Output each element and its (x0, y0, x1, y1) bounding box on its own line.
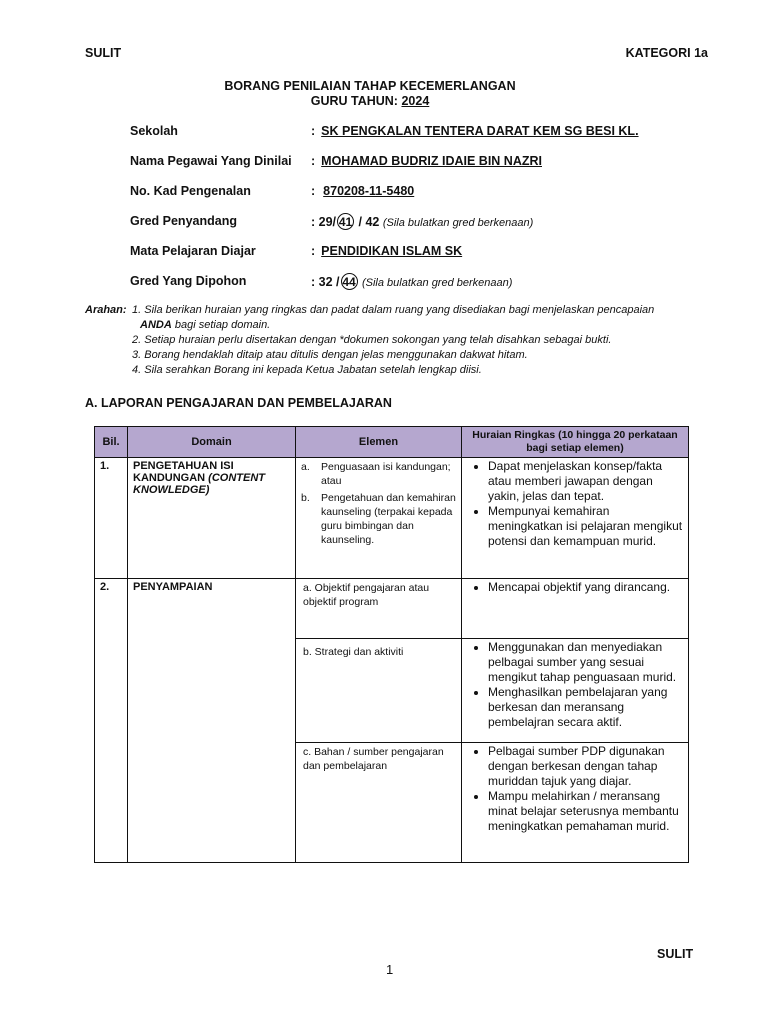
assessment-table (94, 426, 689, 863)
description-cell (462, 458, 689, 579)
instructions-label: Arahan: (85, 304, 127, 316)
list-item: • Mempunyai kemahiran meningkatkan isi pelajaran mengikut potensi dan kemampuan murid. (488, 504, 686, 549)
element-cell: b. Strategi dan aktiviti (296, 639, 462, 743)
element-cell: a. Penguasaan isi kandungan; atau b. Pengetahuan dan kemahiran kaunseling (terpakai kepada guru bimbingan dan kaunseling. (296, 458, 462, 579)
year-label: GURU TAHUN: (310, 94, 398, 108)
header-classification: SULIT (85, 46, 122, 60)
element-cell: a. Objektif pengajaran atau objektif program (296, 579, 462, 639)
instruction-1: 1. Sila berikan huraian yang ringkas dan padat dalam ruang yang disediakan bagi menjelaskan pencapaian (132, 304, 655, 316)
list-item: • Pelbagai sumber PDP digunakan dengan berkesan dengan tahap muriddan tajuk yang diajar. (488, 744, 686, 789)
list-item: • Menggunakan dan menyediakan pelbagai sumber yang sesuai mengikut tahap penguasaan murid. (488, 640, 686, 685)
list-item: • Mencapai objektif yang dirancang. (488, 580, 686, 595)
field-label-sekolah: Sekolah (130, 124, 178, 138)
form-subtitle (170, 94, 570, 108)
table-row (95, 458, 689, 579)
year-value: 2024 (401, 94, 430, 108)
field-label-mata-pelajaran: Mata Pelajaran Diajar (130, 244, 256, 258)
footer-classification: SULIT (657, 947, 694, 961)
instruction-3: 3. Borang hendaklah ditaip atau ditulis dengan jelas menggunakan dakwat hitam. (132, 349, 528, 361)
field-value-gred-penyandang: : 29/ 41 / 42 (Sila bulatkan gred berkenaan) (311, 215, 534, 229)
section-title: A. LAPORAN PENGAJARAN DAN PEMBELAJARAN (85, 396, 392, 410)
col-domain: Domain (128, 427, 296, 458)
field-value-nama: : MOHAMAD BUDRIZ IDAIE BIN NAZRI (311, 154, 542, 168)
field-label-kad: No. Kad Pengenalan (130, 184, 251, 198)
domain-cell: PENYAMPAIAN (128, 579, 296, 863)
element-cell: c. Bahan / sumber pengajaran dan pembelajaran (296, 743, 462, 863)
row-number: 1. (95, 458, 128, 579)
col-huraian: Huraian Ringkas (10 hingga 20 perkataan bagi setiap elemen) (462, 427, 689, 458)
col-elemen: Elemen (296, 427, 462, 458)
instruction-2: 2. Setiap huraian perlu disertakan dengan *dokumen sokongan yang telah disahkan sebagai bukti. (132, 334, 612, 346)
header-category: KATEGORI 1a (625, 46, 708, 60)
description-cell (462, 743, 689, 863)
field-value-kad: : 870208-11-5480 (311, 184, 415, 198)
field-value-gred-dipohon: : 32 / 44 (Sila bulatkan gred berkenaan) (311, 275, 513, 289)
table-row (95, 579, 689, 639)
instruction-4: 4. Sila serahkan Borang ini kepada Ketua Jabatan setelah lengkap diisi. (132, 364, 482, 376)
instructions: Arahan: 1. Sila berikan huraian yang ringkas dan padat dalam ruang yang disediakan bagi menjelaskan pencapaian ANDA bagi setiap domain. 2. Setiap huraian perlu disertakan dengan *dokumen sokongan yang telah disahkan sebagai bukti. 3. Borang hendaklah ditaip atau ditulis dengan jelas menggunakan dakwat hitam. 4. Sila serahkan Borang ini kepada Ketua Jabatan setelah lengkap diisi. (85, 304, 655, 376)
description-cell (462, 579, 689, 639)
field-value-mata-pelajaran: : PENDIDIKAN ISLAM SK (311, 244, 463, 258)
list-item: • Dapat menjelaskan konsep/fakta atau memberi jawapan dengan yakin, jelas dan tepat. (488, 459, 686, 504)
domain-cell: PENGETAHUAN ISI KANDUNGAN (CONTENT KNOWLEDGE) (128, 458, 296, 579)
field-label-gred-dipohon: Gred Yang Dipohon (130, 274, 247, 288)
circled-grade: 41 (338, 215, 353, 229)
circled-grade: 44 (342, 275, 356, 289)
field-label-gred-penyandang: Gred Penyandang (130, 214, 237, 228)
list-item: • Menghasilkan pembelajaran yang berkesan dan meransang pembelajran secara aktif. (488, 685, 686, 730)
list-item: • Mampu melahirkan / meransang minat belajar seterusnya membantu meningkatkan pemahaman murid. (488, 789, 686, 834)
page-number: 1 (386, 962, 394, 977)
field-label-nama: Nama Pegawai Yang Dinilai (130, 154, 292, 168)
field-value-sekolah: : SK PENGKALAN TENTERA DARAT KEM SG BESI KL. (311, 124, 639, 138)
description-cell (462, 639, 689, 743)
form-title: BORANG PENILAIAN TAHAP KECEMERLANGAN (224, 79, 516, 93)
col-bil: Bil. (95, 427, 128, 458)
row-number: 2. (95, 579, 128, 863)
